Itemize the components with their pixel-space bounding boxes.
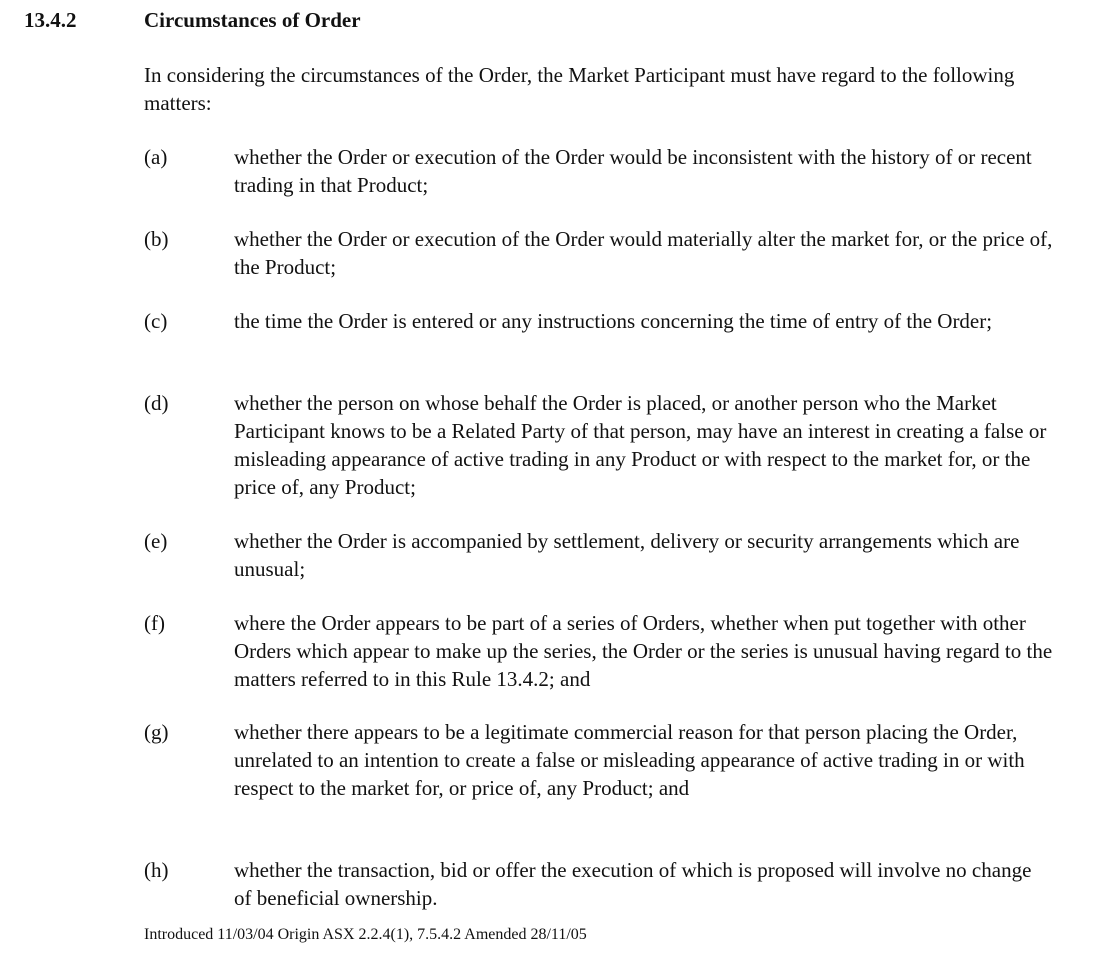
item-text: whether the Order or execution of the Order would be inconsistent with the history of or recent trading in that Product; (234, 145, 1032, 197)
item-text: whether the Order or execution of the Order would materially alter the market for, or the price of, the Product; (234, 227, 1053, 279)
item-label: (d) (144, 391, 169, 415)
item-text: whether there appears to be a legitimate commercial reason for that person placing the Order, unrelated to an intention to create a false or misleading appearance of active trading in or with respect to the market for, or price of, any Product; and (234, 720, 1025, 800)
item-label: (a) (144, 145, 168, 169)
intro-paragraph: In considering the circumstances of the Order, the Market Participant must have regard to the following matters: (144, 63, 1015, 115)
section-title: Circumstances of Order (144, 8, 361, 32)
item-label: (b) (144, 227, 169, 251)
item-text: whether the Order is accompanied by settlement, delivery or security arrangements which are unusual; (234, 529, 1020, 581)
item-label: (e) (144, 529, 168, 553)
amendment-footnote: Introduced 11/03/04 Origin ASX 2.2.4(1), 7.5.4.2 Amended 28/11/05 (144, 926, 587, 943)
item-label: (h) (144, 858, 169, 882)
item-text: whether the transaction, bid or offer the execution of which is proposed will involve no change of beneficial ownership. (234, 858, 1032, 910)
item-text: whether the person on whose behalf the Order is placed, or another person who the Market Participant knows to be a Related Party of that person, may have an interest in creating a false or misleading appearance of active trading in any Product or with respect to the market for, or the price of, any Product; (234, 391, 1047, 499)
item-label: (f) (144, 611, 165, 635)
item-label: (c) (144, 309, 168, 333)
section-number: 13.4.2 (24, 8, 77, 32)
item-text: where the Order appears to be part of a series of Orders, whether when put together with other Orders which appear to make up the series, the Order or the series is unusual having regard to the matters referred to in this Rule 13.4.2; and (234, 611, 1053, 691)
item-label: (g) (144, 720, 169, 744)
item-text: the time the Order is entered or any instructions concerning the time of entry of the Order; (234, 309, 993, 333)
